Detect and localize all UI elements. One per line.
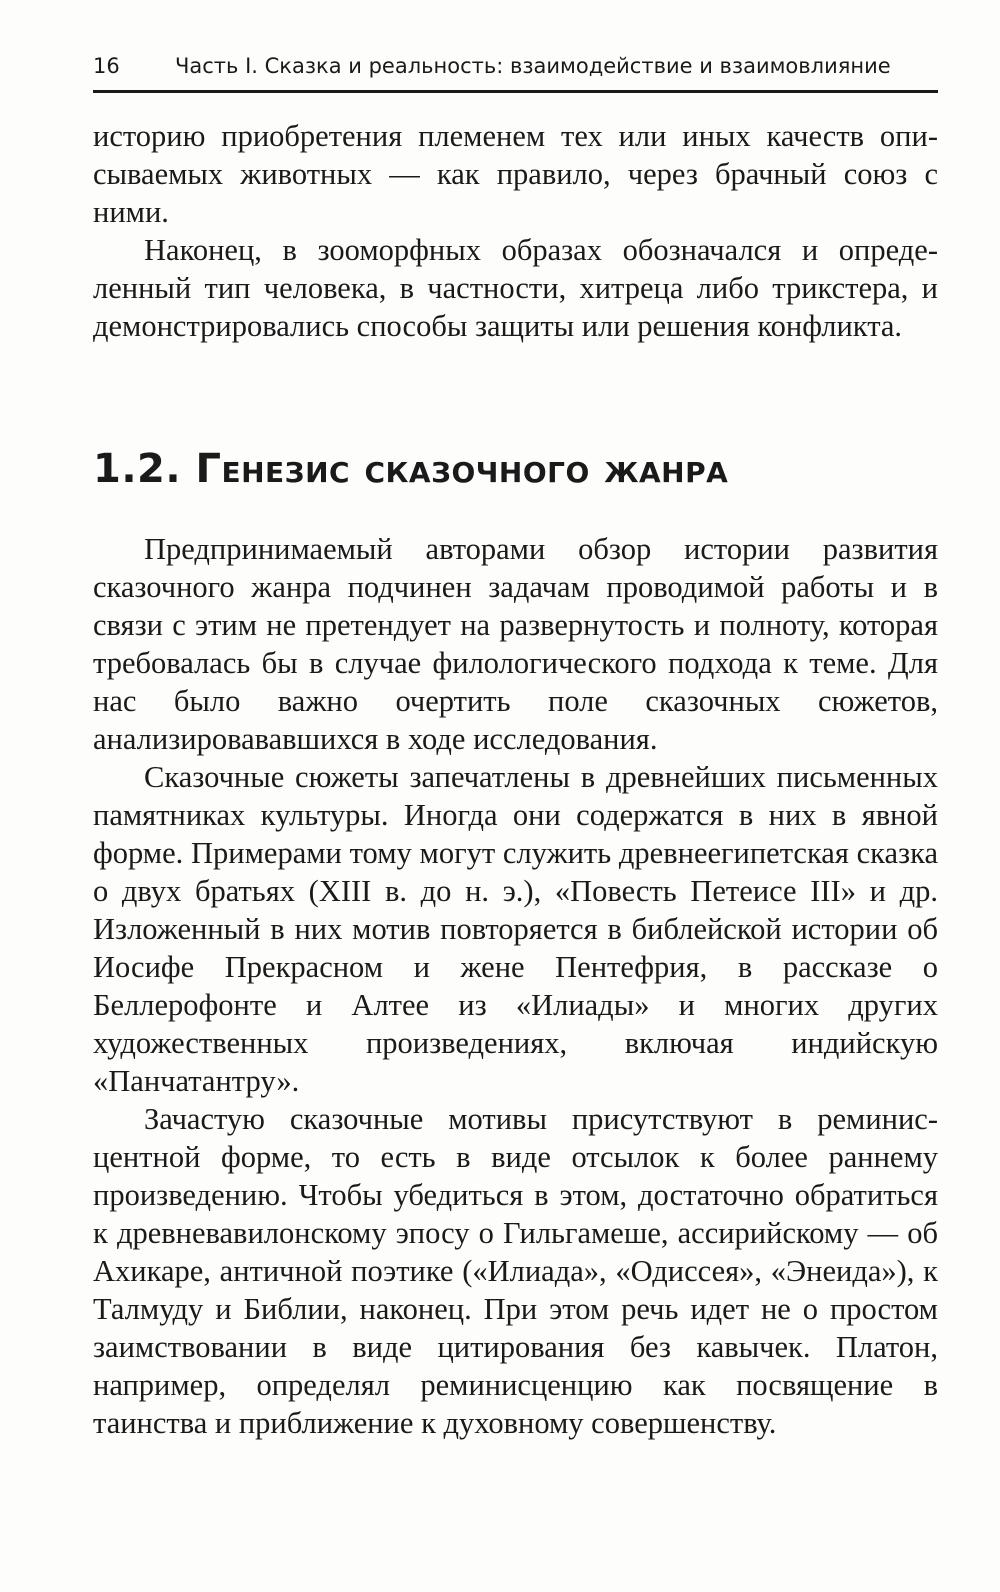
paragraph: Зачастую сказочные мотивы присутствуют в реминисцентной форме, то есть в виде отсылок к более раннему произведению. Чтобы убедиться в этом, достаточно обратиться к древневавилонскому эпосу о Гильгамеше, ассирийскому — об Ахикаре, античной поэтике («Илиада», «Одиссея», «Энеида»), к Талмуду и Библии, наконец. При этом речь идет не о простом заимствовании в виде цитирования без кавычек. Платон, например, определял реминисценцию как посвящение в таинства и приближение к духовному совершенству. (93, 1102, 938, 1440)
section-heading (93, 440, 938, 498)
section-number: 1.2. (93, 446, 182, 492)
continuation-text (93, 117, 938, 345)
running-title: Часть I. Сказка и реальность: взаимодействие и взаимовлияние (175, 54, 891, 78)
running-header (93, 46, 938, 93)
paragraph: Наконец, в зооморфных образах обозначался и определенный тип человека, в частности, хитреца либо трикстера, и демонстрировались способы защиты или решения конфликта. (93, 233, 938, 343)
section-title: Генезис сказочного жанра (195, 446, 729, 492)
paragraph: Сказочные сюжеты запечатлены в древнейших письменных памятниках культуры. Иногда они содержатся в них в явной форме. Примерами тому могут служить древнеегипетская сказка о двух братьях (XIII в. до н. э.), «Повесть Петеисе III» и др. Изложенный в них мотив повторяется в библейской истории об Иосифе Прекрасном и жене Пентефрия, в рассказе о Беллерофонте и Алтее из «Илиады» и многих других художественных произведениях, включая индийскую «Панчатантру». (93, 760, 938, 1098)
page-number: 16 (93, 54, 120, 78)
paragraph: историю приобретения племенем тех или иных качеств описываемых животных — как правило, через брачный союз с ними. (93, 119, 938, 229)
section-body (93, 530, 938, 1442)
paragraph: Предпринимаемый авторами обзор истории развития сказочного жанра подчинен задачам проводимой работы и в связи с этим не претендует на развернутость и полноту, которая требовалась бы в случае филологического подхода к теме. Для нас было важно очертить поле сказочных сюжетов, анализировававшихся в ходе исследования. (93, 532, 938, 756)
